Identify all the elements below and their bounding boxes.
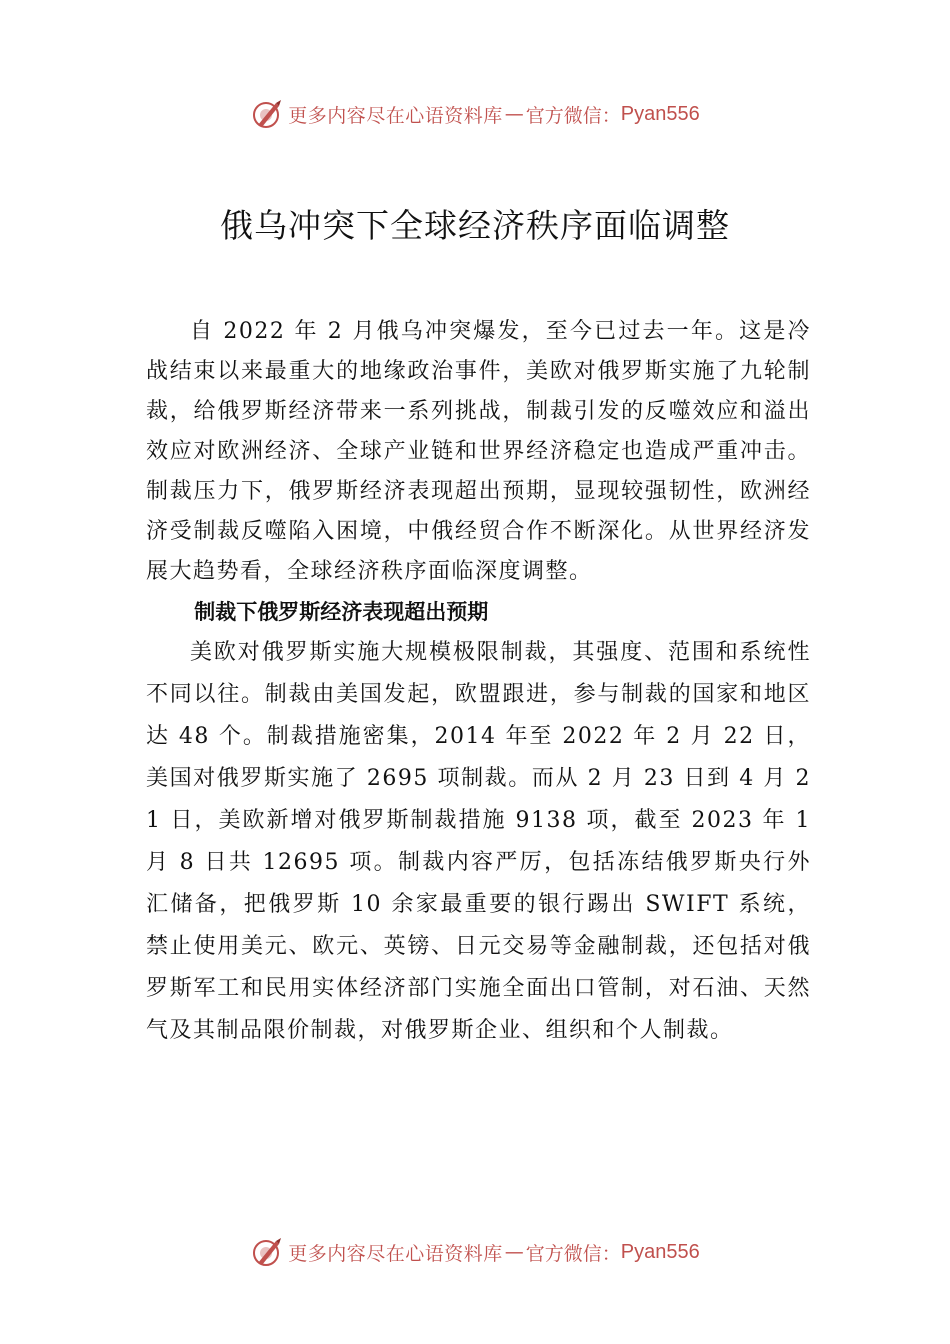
wechat-id: Pyan556 xyxy=(620,1240,700,1263)
section-paragraph: 美欧对俄罗斯实施大规模极限制裁，其强度、范围和系统性不同以往。制裁由美国发起，欧盟跟进，参与制裁的国家和地区达 48 个。制裁措施密集，2014 年至 2022 年 2 月 22 日，美国对俄罗斯实施了 2695 项制裁。而从 2 月 23 日到 4 月 21 日，美欧新增对俄罗斯制裁措施 9138 项，截至 2023 年 1 月 8 日共 12695 项。制裁内容严厉，包括冻结俄罗斯央行外汇储备，把俄罗斯 10 余家最重要的银行踢出 SWIFT 系统，禁止使用美元、欧元、英镑、日元交易等金融制裁，还包括对俄罗斯军工和民用实体经济部门实施全面出口管制，对石油、天然气及其制品限价制裁，对俄罗斯企业、组织和个人制裁。 xyxy=(146,640,811,1043)
banner-separator: — xyxy=(504,103,524,125)
document-body xyxy=(146,312,811,1052)
banner-separator: — xyxy=(504,1241,524,1263)
quill-pen-logo-icon xyxy=(250,1235,284,1269)
wechat-id: Pyan556 xyxy=(620,102,700,125)
wechat-label: 官方微信： xyxy=(525,104,621,127)
promo-text: 更多内容尽在心语资料库 xyxy=(288,1242,503,1265)
section-heading: 制裁下俄罗斯经济表现超出预期 xyxy=(194,600,489,624)
intro-paragraph: 自 2022 年 2 月俄乌冲突爆发，至今已过去一年。这是冷战结束以来最重大的地缘政治事件，美欧对俄罗斯实施了九轮制裁，给俄罗斯经济带来一系列挑战，制裁引发的反噬效应和溢出效应对欧洲经济、全球产业链和世界经济稳定也造成严重冲击。制裁压力下，俄罗斯经济表现超出预期，显现较强韧性，欧洲经济受制裁反噬陷入困境，中俄经贸合作不断深化。从世界经济发展大趋势看，全球经济秩序面临深度调整。 xyxy=(146,319,811,584)
header-banner xyxy=(0,94,950,134)
promo-text: 更多内容尽在心语资料库 xyxy=(288,104,503,127)
wechat-label: 官方微信： xyxy=(525,1242,621,1265)
document-title: 俄乌冲突下全球经济秩序面临调整 xyxy=(220,206,730,245)
quill-pen-logo-icon xyxy=(250,97,284,131)
footer-banner xyxy=(0,1232,950,1272)
